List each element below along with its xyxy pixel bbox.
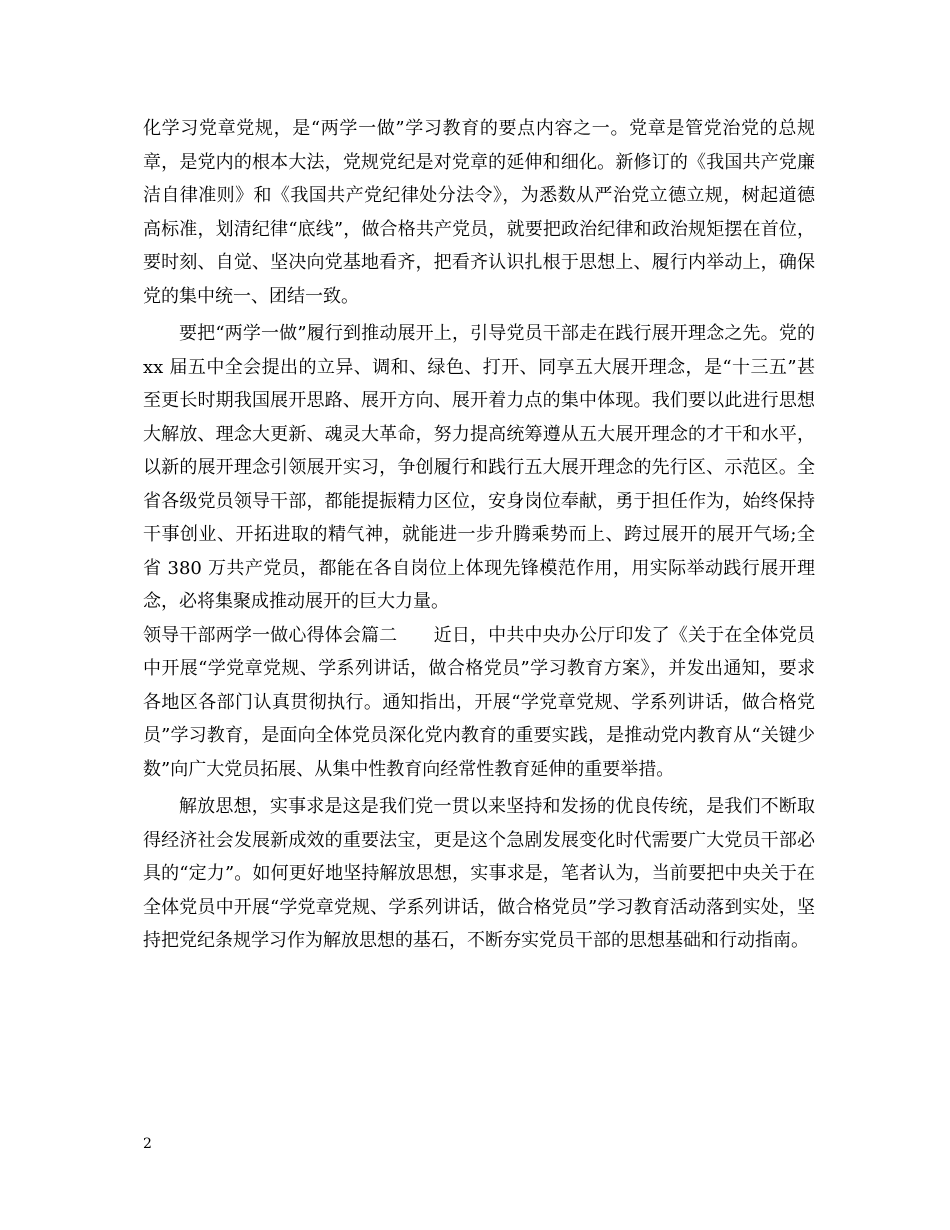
paragraph-4: 解放思想，实事求是这是我们党一贯以来坚持和发扬的优良传统，是我们不断取得经济社会发展新成效的重要法宝，更是这个急剧发展变化时代需要广大党员干部必具的“定力”。如何更好地坚持解放思想，实事求是，笔者认为，当前要把中央关于在全体党员中开展“学党章党规、学系列讲话，做合格党员”学习教育活动落到实处，坚持把党纪条规学习作为解放思想的基石，不断夯实党员干部的思想基础和行动指南。 xyxy=(143,796,815,951)
paragraph-2: 要把“两学一做”履行到推动展开上，引导党员干部走在践行展开理念之先。党的 xx 届五中全会提出的立异、调和、绿色、打开、同享五大展开理念，是“十三五”甚至更长时期我国展开思路、展开方向、展开着力点的集中体现。我们要以此进行思想大解放、理念大更新、魂灵大革命，努力提高统筹遵从五大展开理念的才干和水平，以新的展开理念引领展开实习，争创履行和践行五大展开理念的先行区、示范区。全省各级党员领导干部，都能提振精力区位，安身岗位奉献，勇于担任作为，始终保持干事创业、开拓进取的精气神，就能进一步升腾乘势而上、跨过展开的展开气场;全省 380 万共产党员，都能在各自岗位上体现先锋模范作用，用实际举动践行展开理念，必将集聚成推动展开的巨大力量。 xyxy=(143,323,815,612)
paragraph-1: 化学习党章党规，是“两学一做”学习教育的要点内容之一。党章是管党治党的总规章，是党内的根本大法，党规党纪是对党章的延伸和细化。新修订的《我国共产党廉洁自律准则》和《我国共产党纪律处分法令》，为悉数从严治党立德立规，树起道德高标准，划清纪律“底线”，做合格共产党员，就要把政治纪律和政治规矩摆在首位，要时刻、自觉、坚决向党基地看齐，把看齐认识扎根于思想上、履行内举动上，确保党的集中统一、团结一致。 xyxy=(143,118,815,307)
page-number: 2 xyxy=(143,1136,152,1152)
paragraph-3: 领导干部两学一做心得体会篇二 近日，中共中央办公厅印发了《关于在全体党员中开展“学党章党规、学系列讲话，做合格党员”学习教育方案》，并发出通知，要求各地区各部门认真贯彻执行。通知指出，开展“学党章党规、学系列讲话，做合格党员”学习教育，是面向全体党员深化党内教育的重要实践，是推动党内教育从“关键少数”向广大党员拓展、从集中性教育向经常性教育延伸的重要举措。 xyxy=(143,624,815,780)
document-body xyxy=(143,112,815,958)
